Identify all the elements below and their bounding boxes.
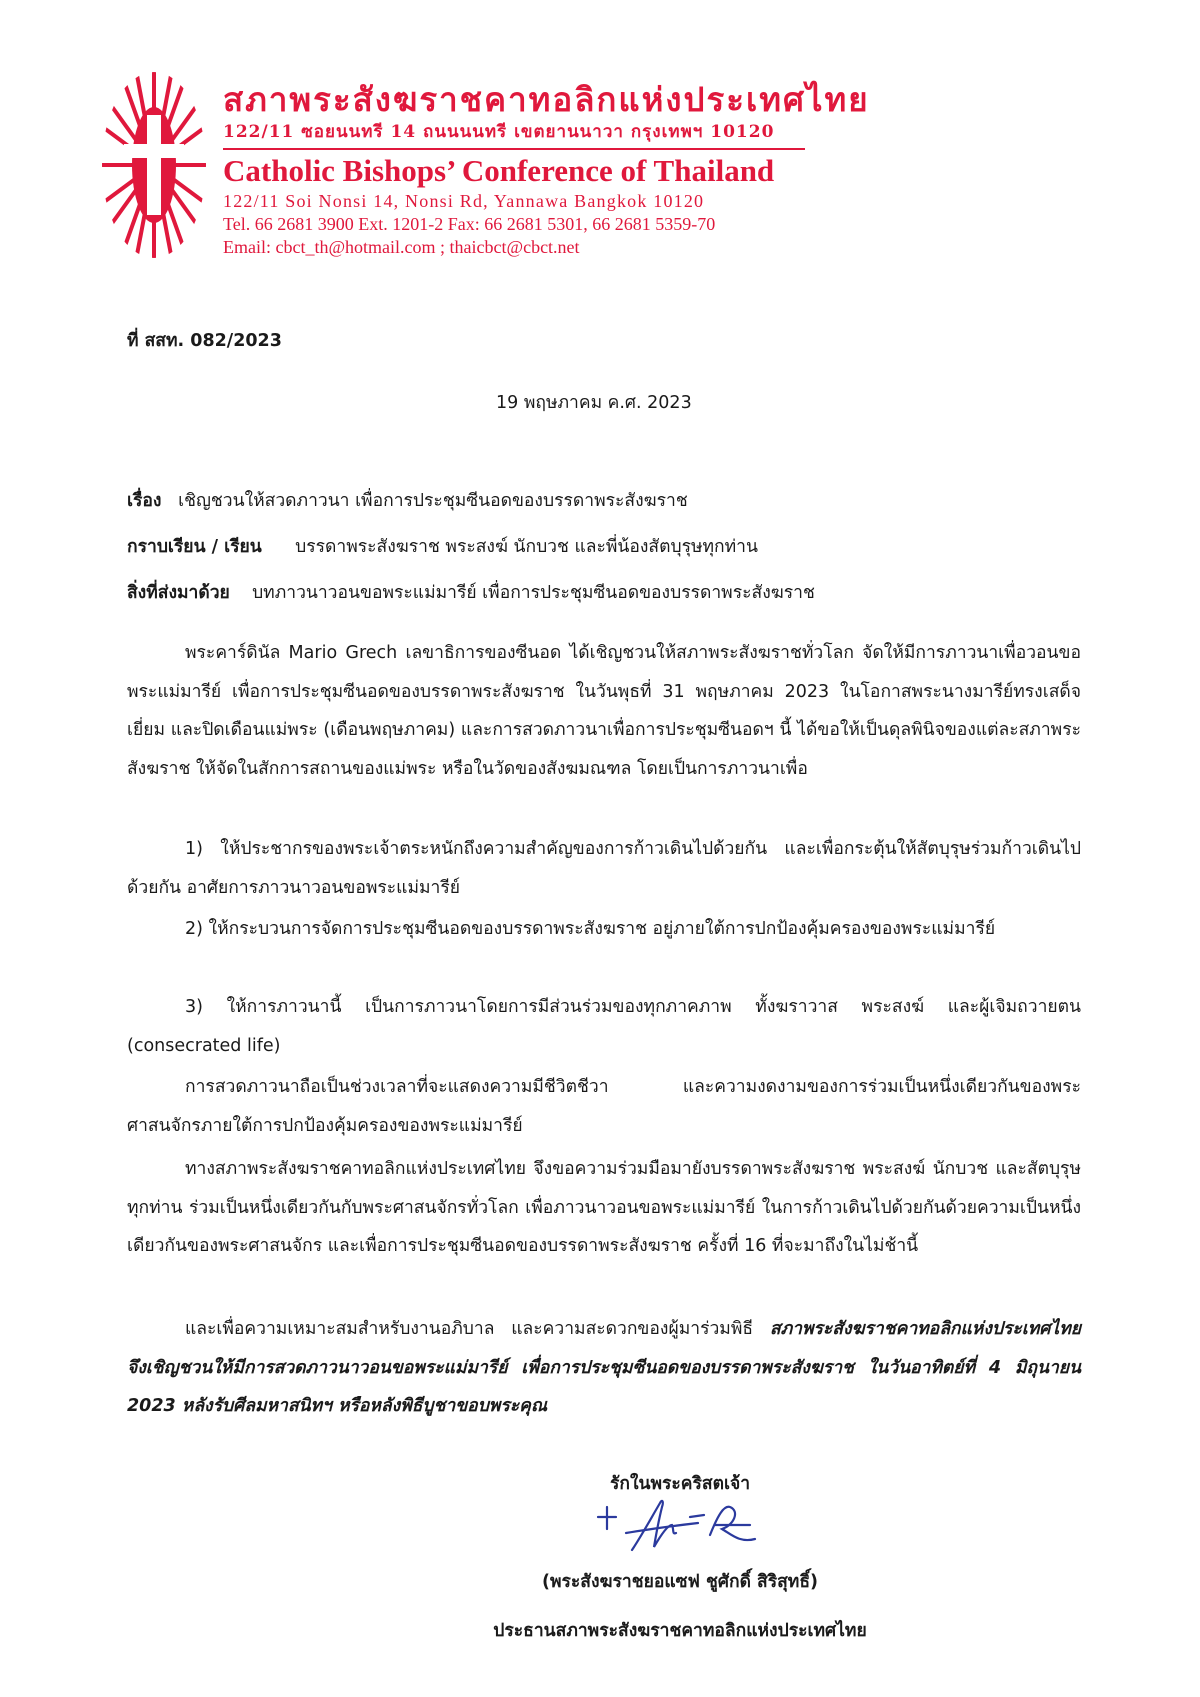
org-address-english: 122/11 Soi Nonsi 14, Nonsi Rd, Yannawa Bangkok 10120 [223, 191, 705, 211]
recipient-text: บรรดาพระสังฆราช พระสงฆ์ นักบวช และพี่น้องสัตบุรุษทุกท่าน [295, 537, 758, 557]
emphasized-invitation: สภาพระสังฆราชคาทอลิกแห่งประเทศไทย จึงเชิญชวนให้มีการสวดภาวนาวอนขอพระแม่มารีย์ เพื่อการประชุมซีนอดของบรรดาพระสังฆราช ในวันอาทิตย์ที่ 4 มิถุนายน 2023 หลังรับศีลมหาสนิทฯ หรือหลังพิธีบูชาขอบพระคุณ [127, 1319, 1081, 1416]
subject-label: เรื่อง [127, 491, 162, 511]
body-item-2: 2) ให้กระบวนการจัดการประชุมซีนอดของบรรดาพระสังฆราช อยู่ภายใต้การปกป้องคุ้มครองของพระแม่มารีย์ [185, 919, 996, 939]
org-email: Email: cbct_th@hotmail.com ; thaicbct@cbct.net [223, 237, 580, 257]
letter-date: 19 พฤษภาคม ค.ศ. 2023 [496, 393, 692, 413]
org-name-thai: สภาพระสังฆราชคาทอลิกแห่งประเทศไทย [223, 80, 870, 119]
recipient-line [127, 528, 758, 566]
subject-text: เชิญชวนให้สวดภาวนา เพื่อการประชุมซีนอดของบรรดาพระสังฆราช [178, 491, 688, 511]
cbct-logo-icon [100, 70, 208, 260]
body-paragraph-1: พระคาร์ดินัล Mario Grech เลขาธิการของซีนอด ได้เชิญชวนให้สภาพระสังฆราชทั่วโลก จัดให้มีการภาวนาเพื่อวอนขอพระแม่มารีย์ เพื่อการประชุมซีนอดของบรรดาพระสังฆราช ในวันพุธที่ 31 พฤษภาคม 2023 ในโอกาสพระนางมารีย์ทรงเสด็จเยี่ยม และปิดเดือนแม่พระ (เดือนพฤษภาคม) และการสวดภาวนาเพื่อการประชุมซีนอดฯ นี้ ได้ขอให้เป็นดุลพินิจของแต่ละสภาพระสังฆราช ให้จัดในสักการสถานของแม่พระ หรือในวัดของสังฆมณฑล โดยเป็นการภาวนาเพื่อ [127, 643, 1081, 779]
enclosure-label: สิ่งที่ส่งมาด้วย [127, 583, 230, 603]
org-name-english: Catholic Bishops’ Conference of Thailand [223, 148, 805, 190]
org-address-thai: 122/11 ซอยนนทรี 14 ถนนนนทรี เขตยานนาวา กรุงเทพฯ 10120 [223, 122, 775, 142]
body-paragraph-3: ทางสภาพระสังฆราชคาทอลิกแห่งประเทศไทย จึงขอความร่วมมือมายังบรรดาพระสังฆราช พระสงฆ์ นักบวช และสัตบุรุษทุกท่าน ร่วมเป็นหนึ่งเดียวกันกับพระศาสนจักรทั่วโลก เพื่อภาวนาวอนขอพระแม่มารีย์ ในการก้าวเดินไปด้วยกันด้วยความเป็นหนึ่งเดียวกันของพระศาสนจักร และเพื่อการประชุมซีนอดของบรรดาพระสังฆราช ครั้งที่ 16 ที่จะมาถึงในไม่ช้านี้ [127, 1159, 1081, 1256]
recipient-label: กราบเรียน / เรียน [127, 537, 262, 557]
enclosure-text: บทภาวนาวอนขอพระแม่มารีย์ เพื่อการประชุมซีนอดของบรรดาพระสังฆราช [252, 583, 815, 603]
subject-line [127, 482, 688, 520]
signer-name: (พระสังฆราชยอแซฟ ชูศักดิ์ สิริสุทธิ์) [541, 1572, 819, 1592]
body-item-3: 3) ให้การภาวนานี้ เป็นการภาวนาโดยการมีส่วนร่วมของทุกภาคภาพ ทั้งฆราวาส พระสงฆ์ และผู้เจิมถวายตน (consecrated life) [127, 997, 1081, 1056]
signature-icon [590, 1495, 760, 1560]
enclosure-line [127, 574, 815, 612]
org-phone-fax: Tel. 66 2681 3900 Ext. 1201-2 Fax: 66 2681 5301, 66 2681 5359-70 [223, 214, 716, 234]
signer-position: ประธานสภาพระสังฆราชคาทอลิกแห่งประเทศไทย [493, 1621, 867, 1641]
letterhead [223, 80, 870, 259]
reference-number: ที่ สสท. 082/2023 [127, 331, 282, 351]
body-paragraph-4: และเพื่อความเหมาะสมสำหรับงานอภิบาล และความสะดวกของผู้มาร่วมพิธี สภาพระสังฆราชคาทอลิกแห่งประเทศไทย จึงเชิญชวนให้มีการสวดภาวนาวอนขอพระแม่มารีย์ เพื่อการประชุมซีนอดของบรรดาพระสังฆราช ในวันอาทิตย์ที่ 4 มิถุนายน 2023 หลังรับศีลมหาสนิทฯ หรือหลังพิธีบูชาขอบพระคุณ [127, 1319, 1081, 1416]
closing-salutation: รักในพระคริสตเจ้า [609, 1474, 751, 1494]
body-paragraph-2: การสวดภาวนาถือเป็นช่วงเวลาที่จะแสดงความมีชีวิตชีวา และความงดงามของการร่วมเป็นหนึ่งเดียวกันของพระศาสนจักรภายใต้การปกป้องคุ้มครองของพระแม่มารีย์ [127, 1077, 1081, 1136]
body-item-1: 1) ให้ประชากรของพระเจ้าตระหนักถึงความสำคัญของการก้าวเดินไปด้วยกัน และเพื่อกระตุ้นให้สัตบุรุษร่วมก้าวเดินไปด้วยกัน อาศัยการภาวนาวอนขอพระแม่มารีย์ [127, 839, 1081, 898]
